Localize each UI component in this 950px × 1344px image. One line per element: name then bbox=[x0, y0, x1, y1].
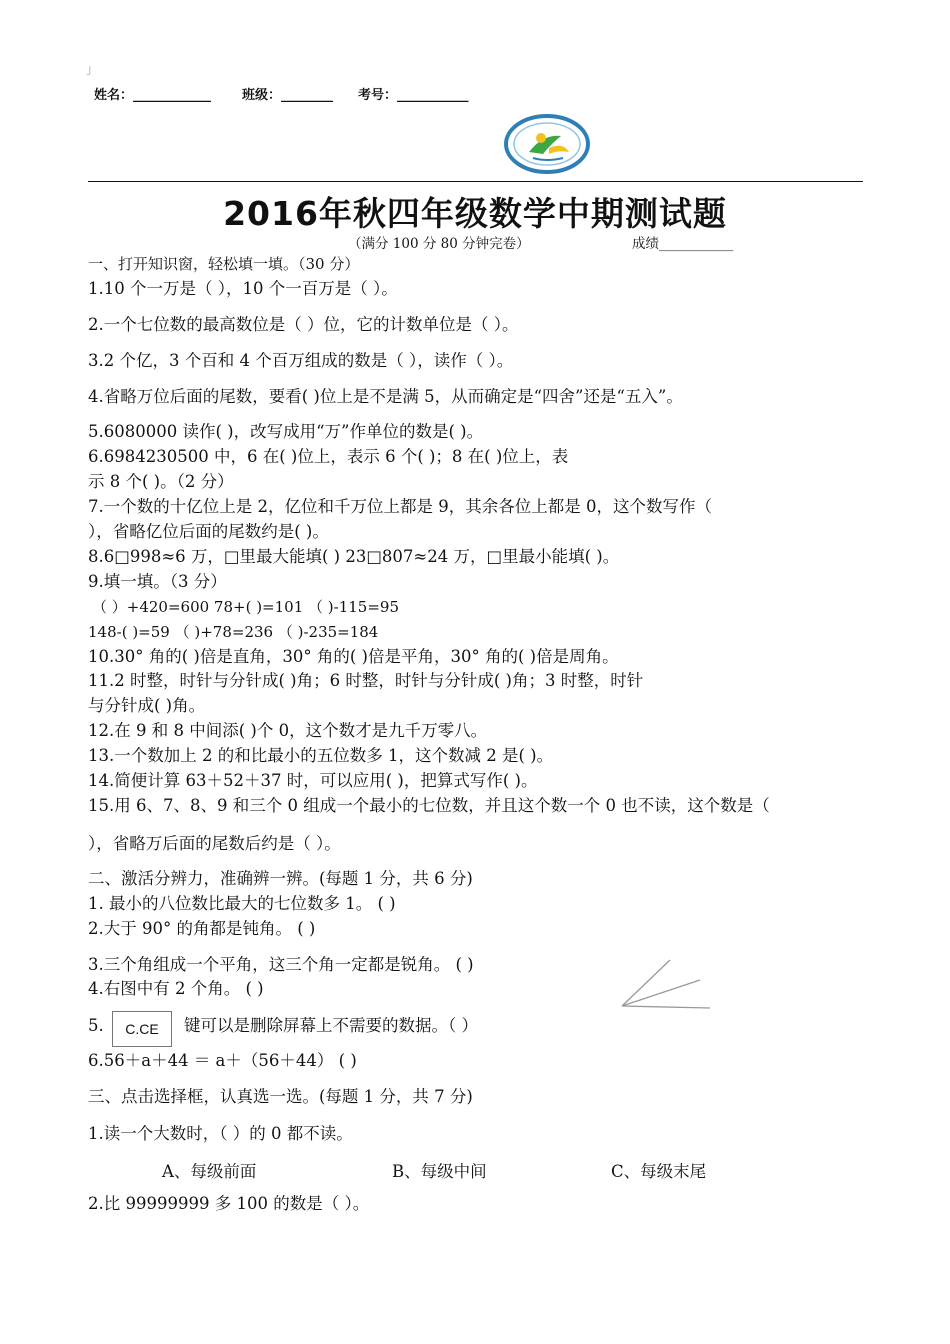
section1-heading: 一、打开知识窗，轻松填一填。（30 分） bbox=[88, 255, 360, 273]
question-line: 3.2 个亿，3 个百和 4 个百万组成的数是（ ），读作（ ）。 bbox=[88, 351, 514, 370]
section2-heading: 二、激活分辨力，准确辨一辨。(每题 1 分，共 6 分) bbox=[88, 869, 473, 888]
question-line: 15.用 6、7、8、9 和三个 0 组成一个最小的七位数，并且这个数一个 0 也不读，这个数是（ bbox=[88, 796, 770, 815]
judge-line-number: 5. bbox=[88, 1016, 104, 1035]
question-line: 5.6080000 读作( )，改写成用“万”作单位的数是( )。 bbox=[88, 422, 484, 441]
judge-line: 键可以是删除屏幕上不需要的数据。（ ） bbox=[184, 1016, 478, 1035]
school-logo bbox=[503, 114, 591, 178]
class-field[interactable]: 班级：________ bbox=[242, 88, 334, 103]
judge-line: 4.右图中有 2 个角。 ( ) bbox=[88, 979, 264, 998]
angle-figure bbox=[618, 956, 713, 1016]
question-line: 12.在 9 和 8 中间添( )个 0，这个数才是九千万零八。 bbox=[88, 721, 488, 740]
subtitle-grade-field[interactable]: 成绩___________ bbox=[632, 236, 734, 252]
option-b[interactable]: B、每级中间 bbox=[392, 1162, 487, 1181]
question-line: 148-( )=59 （ )+78=236 （ )-235=184 bbox=[88, 623, 379, 641]
choice-question: 1.读一个大数时，（ ）的 0 都不读。 bbox=[88, 1124, 353, 1143]
question-line: ），省略万后面的尾数后约是（ ）。 bbox=[88, 834, 341, 853]
question-line: ），省略亿位后面的尾数约是( )。 bbox=[88, 522, 329, 541]
option-c[interactable]: C、每级末尾 bbox=[611, 1162, 707, 1181]
judge-line: 3.三个角组成一个平角，这三个角一定都是锐角。 ( ) bbox=[88, 955, 474, 974]
question-line: 6.6984230500 中，6 在( )位上，表示 6 个( )；8 在( )位上，表 bbox=[88, 447, 569, 466]
question-line: 1.10 个一万是（ ），10 个一百万是（ ）。 bbox=[88, 279, 398, 298]
section3-heading: 三、点击选择框，认真选一选。(每题 1 分，共 7 分) bbox=[88, 1087, 473, 1106]
option-a[interactable]: A、每级前面 bbox=[162, 1162, 257, 1181]
judge-line: 2.大于 90° 的角都是钝角。 ( ) bbox=[88, 919, 316, 938]
corner-mark: 」 bbox=[86, 62, 99, 76]
question-line: 8.6□998≈6 万，□里最大能填( ) 23□807≈24 万，□里最小能填( )。 bbox=[88, 547, 620, 566]
ce-key-icon: C.CE bbox=[112, 1011, 172, 1047]
choice-question: 2.比 99999999 多 100 的数是（ ）。 bbox=[88, 1194, 370, 1213]
title-rule bbox=[88, 181, 863, 182]
question-line: （ ）+420=600 78+( )=101 （ )-115=95 bbox=[92, 598, 400, 616]
question-line: 10.30° 角的( )倍是直角，30° 角的( )倍是平角，30° 角的( )倍是周角。 bbox=[88, 647, 619, 666]
question-line: 13.一个数加上 2 的和比最小的五位数多 1，这个数减 2 是( )。 bbox=[88, 746, 554, 765]
judge-line: 1. 最小的八位数比最大的七位数多 1。 ( ) bbox=[88, 894, 396, 913]
page-title: 2016年秋四年级数学中期测试题 bbox=[223, 194, 727, 233]
question-line: 7.一个数的十亿位上是 2，亿位和千万位上都是 9，其余各位上都是 0，这个数写作（ bbox=[88, 497, 712, 516]
judge-line: 6.56＋a＋44 ＝ a＋（56＋44） ( ) bbox=[88, 1051, 357, 1070]
question-line: 示 8 个( )。（2 分） bbox=[88, 472, 234, 491]
question-line: 4.省略万位后面的尾数，要看( )位上是不是满 5，从而确定是“四舍”还是“五入”。 bbox=[88, 387, 683, 406]
subtitle-score-info: （满分 100 分 80 分钟完卷） bbox=[348, 236, 530, 252]
question-line: 9.填一填。（3 分） bbox=[88, 572, 227, 591]
exam-number-field[interactable]: 考号：___________ bbox=[358, 88, 469, 103]
name-field[interactable]: 姓名：____________ bbox=[94, 88, 212, 103]
question-line: 与分针成( )角。 bbox=[88, 696, 206, 715]
question-line: 14.简便计算 63＋52＋37 时，可以应用( )，把算式写作( )。 bbox=[88, 771, 538, 790]
question-line: 2.一个七位数的最高数位是（ ）位，它的计数单位是（ ）。 bbox=[88, 315, 519, 334]
question-line: 11.2 时整，时针与分针成( )角；6 时整，时针与分针成( )角；3 时整，时针 bbox=[88, 671, 644, 690]
